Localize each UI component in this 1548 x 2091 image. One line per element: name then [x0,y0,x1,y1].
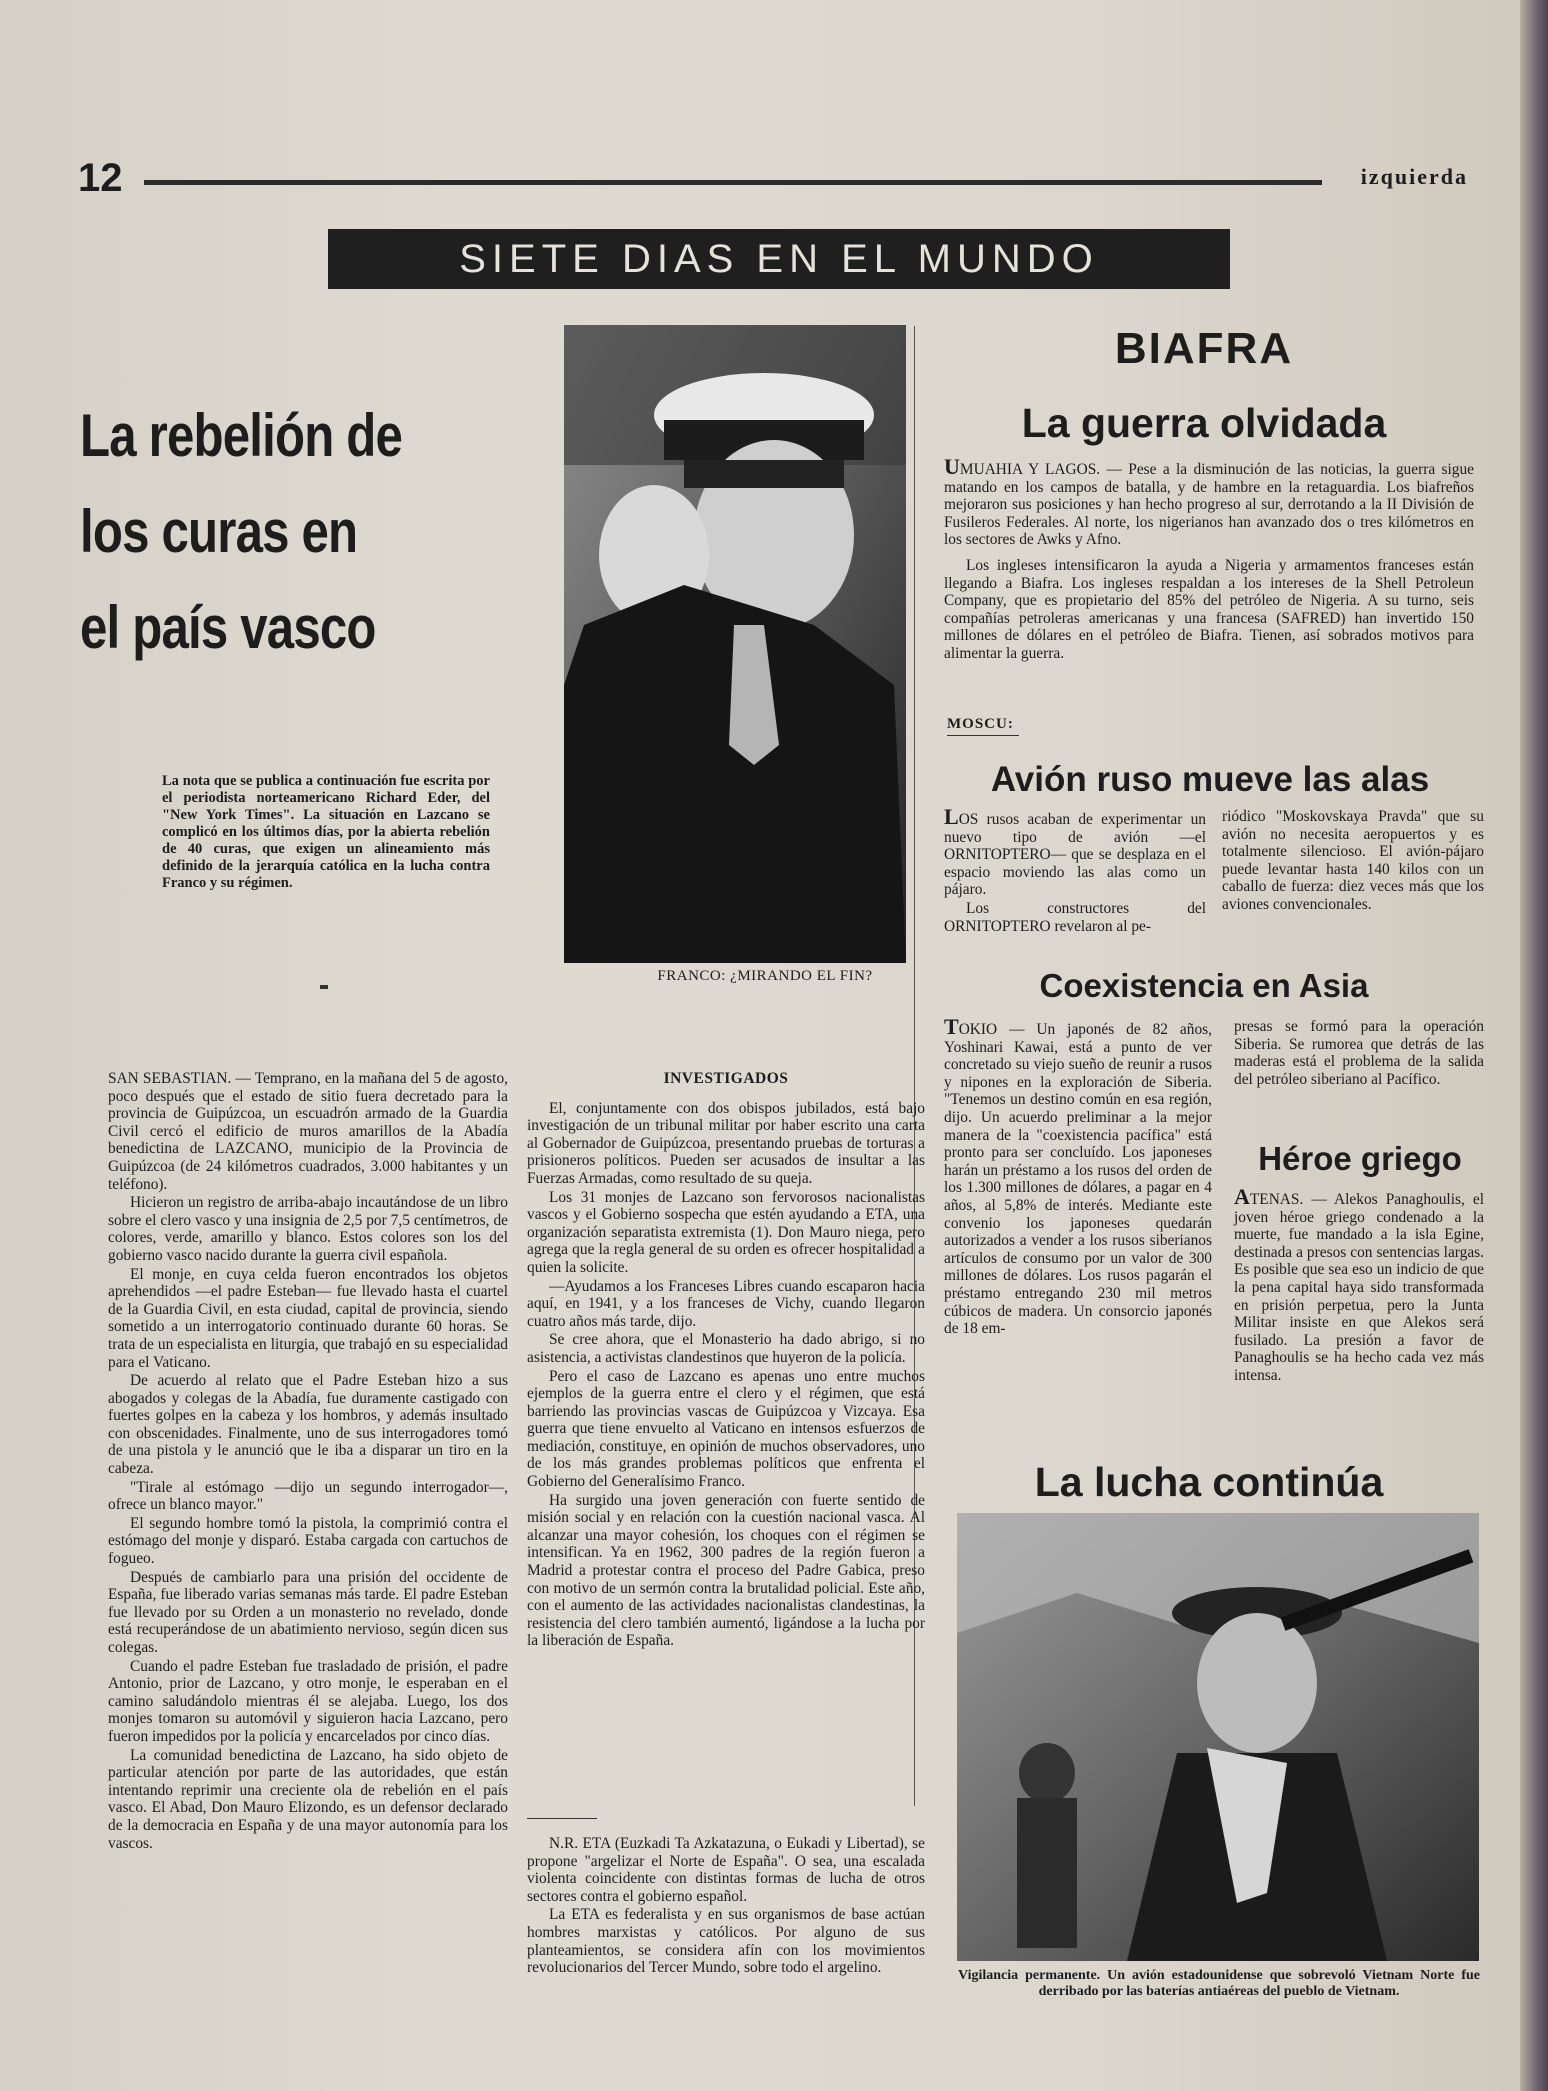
magazine-name: izquierda [1360,164,1468,189]
lucha-title: La lucha continúa [1034,1459,1384,1505]
paragraph [944,1014,1212,1338]
biafra-title: La guerra olvidada [1021,400,1387,446]
paragraph: Ha surgido una joven generación con fuerte sentido de misión social y en relación con la cuestión nacional vasca. Al alcanzar una mayor cohesión, los choques con el régimen se intensifican. Ya en 1962, 300 padres de la región fueron a Madrid a protestar contra el proceso del Padre Gabica, preso con motivo de un sermón contra la brutalidad policial. Este año, con el aumento de las actividades nacionalistas clandestinas, la resistencia del clero también aumentó, ligándose a la lucha por la liberación de España. [527,1491,925,1650]
editor-note [527,1835,925,1978]
paragraph: El monje, en cuya celda fueron encontrados los objetos aprehendidos —el padre Esteban— fue llevado hasta el cuartel de la Guardia Civil, en esta ciudad, capital de provincia, siendo sometido a un interrogatorio continuado durante 60 horas. Se trata de un especialista en liturgia, que trabajó en su especialidad para el Vaticano. [108,1265,508,1371]
moscu-dateline: MOSCU: [947,716,1014,732]
paragraph: Después de cambiarlo para una prisión del occidente de España, fue liberado varias semanas más tarde. El padre Esteban fue llevado por su Orden a un monasterio no revelado, donde está recuperándose de un abatimiento nervioso, según dicen sus colegas. [108,1568,508,1656]
coexistencia-text-right [1234,1018,1484,1089]
portrait-photo-icon [564,325,906,963]
paragraph: El segundo hombre tomó la pistola, la comprimió contra el estómago del monje y disparó. Estaba cargada con cartuchos de fogueo. [108,1514,508,1568]
paragraph: De acuerdo al relato que el Padre Esteban hizo a sus abogados y colegas de la Abadía, fue duramente castigado con fuertes golpes en la cabeza y los hombros, y además insultado con obscenidades. Finalmente, uno de sus interrogadores tomó de una pistola y le anunció que le iba a disparar un tiro en la cabeza. [108,1372,508,1478]
paragraph: El, conjuntamente con dos obispos jubilados, está bajo investigación de un tribunal militar por haber escrito una carta al Gobernador de Guipúzcoa, presentando pruebas de torturas a prisioneros políticos. Pueden ser acusados de insultar a las Fuerzas Armadas, como resultado de su queja. [527,1099,925,1187]
dropcap: A [1234,1184,1250,1209]
paragraph: Los 31 monjes de Lazcano son fervorosos nacionalistas vascos y el Gobierno sospecha que estén ayudando a ETA, una organización separatista extremista (1). Don Mauro niega, pero agrega que la regla general de su orden es ofrecer hospitalidad a quien la solicite. [527,1188,925,1276]
article-column-1 [108,1070,508,1853]
coexistencia-title: Coexistencia en Asia [1039,967,1369,1004]
paragraph-text: OKIO — Un japonés de 82 años, Yoshinari Kawai, está a punto de ver concretado su viejo sueño de reunir a rusos y nipones en la exploración de Siberia. "Tenemos un destino común en esa región, dijo. Un acuerdo preliminar a la mejor manera de la "coexistencia pacífica" está pronto para ser concluído. Los japoneses harán un préstamo a los rusos del orden de los 1.300 millones de dólares, a pagar en 4 años, al 5,8% de interés. Mediante este convenio los japoneses quedarán autorizados a vender a los rusos siberianos artículos de consumo por un valor de 300 millones de dólares. Los rusos pagarán el préstamo entregando 230 mil metros cúbicos de madera. Un consorcio japonés de 18 em- [944,1021,1212,1338]
avion-text-right [1222,808,1484,915]
note-rule [527,1818,597,1819]
paragraph: Hicieron un registro de arriba-abajo incautándose de un libro sobre el clero vasco y una insignia de 2,5 por 7,5 centímetros, de colores, verde, amarillo y blanco. Estos colores son los del gobierno vasco nacido durante la guerra civil española. [108,1194,508,1264]
paragraph-text: TENAS. — Alekos Panaghoulis, el joven héroe griego condenado a la muerte, fue mandado a la isla Egine, destinada a presos con sentencias largas. Es posible que sea eso un indicio de que la pena capital haya sido transformada en prisión perpetua, pero la Junta Militar insiste en que Alekos será fusilado. La presión a favor de Panaghoulis se ha hecho cada vez más intensa. [1234,1191,1484,1384]
dropcap: T [944,1014,959,1039]
paragraph: riódico "Moskovskaya Pravda" que su avión no necesita aeropuertos y es totalmente silencioso. El avión-pájaro puede levantar hasta 140 kilos con un caballo de fuerza: diez veces más que los aviones convencionales. [1222,808,1484,913]
dash-mark [320,985,328,989]
biafra-kicker: BIAFRA [1114,324,1294,373]
paragraph-text: MUAHIA Y LAGOS. — Pese a la disminución de las noticias, la guerra sigue matando en los campos de batalla, y de hambre en la retaguardia. Los biafreños mejoraron sus posiciones y han hecho progreso al sur, derrotando a la II División de Fusileros Federales. Al norte, los nigerianos han avanzado dos o tres kilómetros en los sectores de Awks y Afno. [944,461,1474,549]
paragraph: "Tirale al estómago —dijo un segundo interrogador—, ofrece un blanco mayor." [108,1478,508,1514]
page-number: 12 [78,156,123,200]
subheading-investigados: INVESTIGADOS [663,1070,789,1087]
page-header [78,156,1468,200]
avion-text-left [944,804,1206,936]
paragraph [1234,1184,1484,1385]
page-spine [1520,0,1548,2091]
paragraph [944,454,1474,549]
franco-photo-caption: FRANCO: ¿MIRANDO EL FIN? [657,968,873,984]
biafra-text [944,454,1474,664]
dropcap: L [944,804,959,829]
title-line: los curas en [80,498,358,565]
title-line: La rebelión de [80,402,403,469]
article-intro: La nota que se publica a continuación fue escrita por el periodista norteamericano Richard Eder, del "New York Times". La situación en Lazcano se complicó en los últimos días, por la abierta rebelión de 40 curas, que exigen un alineamiento más definido de la jerarquía católica en la lucha contra Franco y su régimen. [162,772,490,891]
paragraph: Cuando el padre Esteban fue trasladado de prisión, el padre Antonio, prior de Lazcano, y otro monje, le esperaban en el camino saludándolo mientras él se alejaba. Luego, los dos monjes tomaron su automóvil y siguieron hacia Lazcano, pero fueron impedidos por la policía y encarcelados por cinco días. [108,1657,508,1745]
paragraph: SAN SEBASTIAN. — Temprano, en la mañana del 5 de agosto, poco después que el estado de sitio fuera decretado para la provincia de Guipúzcoa, un escuadrón armado de la Guardia Civil cercó el edificio de muros amarillos de la Abadía benedictina de LAZCANO, municipio de la Provincia de Guipúzcoa (de 24 kilómetros cuadrados, 3.000 habitantes y un teléfono). [108,1070,508,1193]
paragraph [944,804,1206,899]
title-line: el país vasco [80,594,376,661]
soldier-photo-icon [957,1513,1479,1961]
franco-photo [564,325,906,963]
article-column-2 [527,1070,925,1651]
dateline-rule [947,735,1019,736]
paragraph: N.R. ETA (Euzkadi Ta Azkatazuna, o Eukadi y Libertad), se propone "argelizar el Norte de España". O sea, una escalada violenta coincidente con distintas formas de lucha de otros sectores contra el gobierno español. [527,1835,925,1905]
paragraph: La comunidad benedictina de Lazcano, ha sido objeto de particular atención por parte de las autoridades, que están intentando reprimir una creciente ola de rebelión en el país vasco. El Abad, Don Mauro Elizondo, es un defensor declarado de la democracia en España y de una mayor autonomía para los vascos. [108,1746,508,1852]
vietnam-photo [957,1513,1479,1961]
avion-title: Avión ruso mueve las alas [990,760,1430,799]
section-banner: SIETE DIAS EN EL MUNDO [328,229,1230,289]
paragraph: La ETA es federalista y en sus organismos de base actúan hombres marxistas y católicos. Por alguno de sus planteamientos, se considera afín con los movimientos revolucionarios del Tercer Mundo, sobre todo el argelino. [527,1906,925,1977]
paragraph: Los ingleses intensificaron la ayuda a Nigeria y armamentos franceses están llegando a Biafra. Los ingleses respaldan a los intereses de la Shell Petroleun Company, que es propietario del 85% del petróleo de Nigeria. A su turno, seis compañías petroleras americanas y una francesa (SAFRED) han invertido 150 millones de dólares en el petróleo de Biafra. Tienen, así sobrados motivos para alimentar la guerra. [944,556,1474,662]
heroe-text [1234,1184,1484,1386]
heroe-title: Héroe griego [1258,1140,1462,1177]
vietnam-photo-caption: Vigilancia permanente. Un avión estadounidense que sobrevoló Vietnam Norte fue derribado por las baterías antiaéreas del pueblo de Vietnam. [958,1968,1480,1999]
paragraph: presas se formó para la operación Siberia. Se rumorea que detrás de las maderas está el problema de la salida del petróleo siberiano al Pacífico. [1234,1018,1484,1088]
paragraph: Pero el caso de Lazcano es apenas uno entre muchos ejemplos de la guerra entre el clero y el régimen, que está barriendo las provincias vascas de Guipúzcoa y Vizcaya. Esa guerra que tiene envuelto al Vaticano en intensos esfuerzos de mediación, constituye, en opinión de muchos observadores, uno de los más grandes problemas políticos que enfrenta el Gobierno del Generalísimo Franco. [527,1367,925,1491]
dropcap: U [944,454,960,479]
main-article-title [80,388,403,676]
coexistencia-text-left [944,1014,1212,1339]
paragraph: Se cree ahora, que el Monasterio ha dado abrigo, si no asistencia, a activistas clandestinos que huyeron de la policía. [527,1331,925,1366]
paragraph: —Ayudamos a los Franceses Libres cuando escaparon hacia aquí, en 1941, y a los franceses de Vichy, cuando llegaron cuatro años más tarde, dijo. [527,1277,925,1330]
paragraph-text: OS rusos acaban de experimentar un nuevo tipo de avión —el ORNITOPTERO— que se desplaza en el espacio moviendo las alas como un pájaro. [944,811,1206,899]
paragraph: Los constructores del ORNITOPTERO revelaron al pe- [944,899,1206,935]
header-rule [144,180,1322,185]
